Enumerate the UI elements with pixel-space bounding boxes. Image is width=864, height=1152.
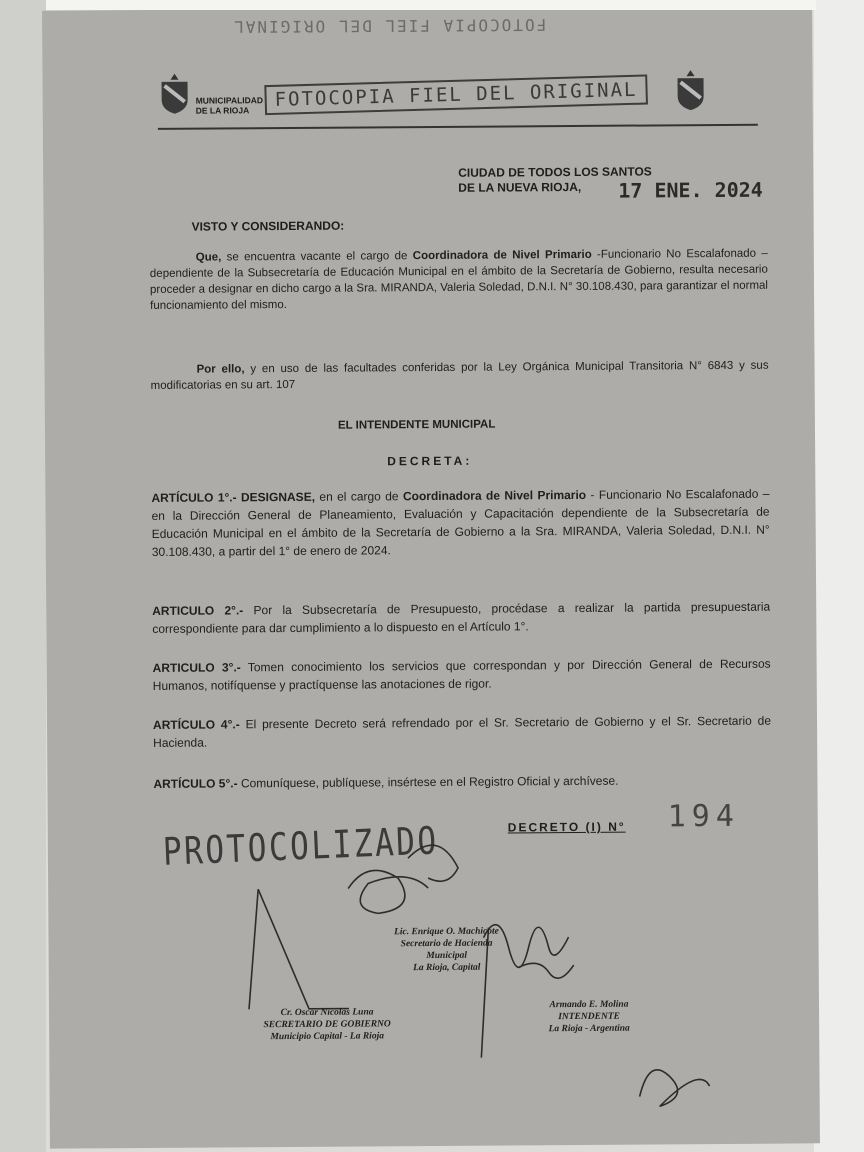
decreto-number: 194 xyxy=(667,798,740,835)
copy-stamp: FOTOCOPIA FIEL DEL ORIGINAL xyxy=(264,74,648,115)
document-page xyxy=(42,5,820,1148)
municipality-name: MUNICIPALIDAD DE LA RIOJA xyxy=(195,95,264,116)
background-right xyxy=(814,0,864,1152)
paragraph-considerando: Que, se encuentra vacante el cargo de Coordinadora de Nivel Primario -Funcionario No Escalafonado – dependiente de la Subsecretaría de Educación Municipal en el ámbito de la Secretaría de Gobierno, resulta necesario proceder a designar en dicho cargo a la Sra. MIRANDA, Valeria Soledad, D.N.I. N° 30.108.430, para garantizar el normal funcionamiento del mismo. xyxy=(149,247,769,312)
article-4: ARTÍCULO 4°.- El presente Decreto será refrendado por el Sr. Secretario de Gobierno y el Sr. Secretario de Hacienda. xyxy=(152,713,772,750)
signature-intendente: Armando E. Molina INTENDENTE La Rioja - Argentina xyxy=(548,999,630,1035)
decreto-label: DECRETO (I) N° xyxy=(507,819,626,835)
background-left xyxy=(0,0,46,1152)
place-line: CIUDAD DE TODOS LOS SANTOS DE LA NUEVA RIOJA, xyxy=(458,164,652,195)
decreta-heading: DECRETA: xyxy=(387,453,473,469)
paragraph-por-ello: Por ello, y en uso de las facultades conferidas por la Ley Orgánica Municipal Transitoria N° 6843 y sus modificatorias en su art. 107 xyxy=(150,359,769,392)
protocolizado-stamp: PROTOCOLIZADO xyxy=(161,818,440,874)
signature-gobierno: Cr. Oscar Nicolás Luna SECRETARIO DE GOBIERNO Municipio Capital - La Rioja xyxy=(263,1007,391,1043)
visto-heading: VISTO Y CONSIDERANDO: xyxy=(191,218,345,234)
top-edge xyxy=(46,0,816,10)
copy-stamp-top: FOTOCOPIA FIEL DEL ORIGINAL xyxy=(232,15,547,37)
article-2: ARTICULO 2°.- Por la Subsecretaría de Presupuesto, procédase a realizar la partida presupuestaria correspondiente para dar cumplimiento a lo dispuesto en el Artículo 1°. xyxy=(152,599,771,636)
signature-scribbles xyxy=(42,5,820,1148)
article-1: ARTÍCULO 1°.- DESIGNASE, en el cargo de Coordinadora de Nivel Primario - Funcionario No Escalafonado – en la Dirección General de Planeamiento, Evaluación y Capacitación dependiente de la Subsecretaría de Educación Municipal en el ámbito de la Secretaría de Gobierno a la Sra. MIRANDA, Valeria Soledad, D.N.I. N° 30.108.430, a partir del 1° de enero de 2024. xyxy=(151,486,770,559)
signature-hacienda: Lic. Enrique O. Machicote Secretario de Hacienda Municipal La Rioja, Capital xyxy=(394,926,499,974)
intendente-heading: EL INTENDENTE MUNICIPAL xyxy=(337,418,496,432)
article-3: ARTICULO 3°.- Tomen conocimiento los servicios que correspondan y por Dirección General de Recursos Humanos, notifíquense y practíquense las anotaciones de rigor. xyxy=(152,656,771,693)
article-5: ARTÍCULO 5°.- Comuníquese, publíquese, insértese en el Registro Oficial y archívese. xyxy=(153,773,619,791)
date-stamp: 17 ENE. 2024 xyxy=(618,177,763,203)
